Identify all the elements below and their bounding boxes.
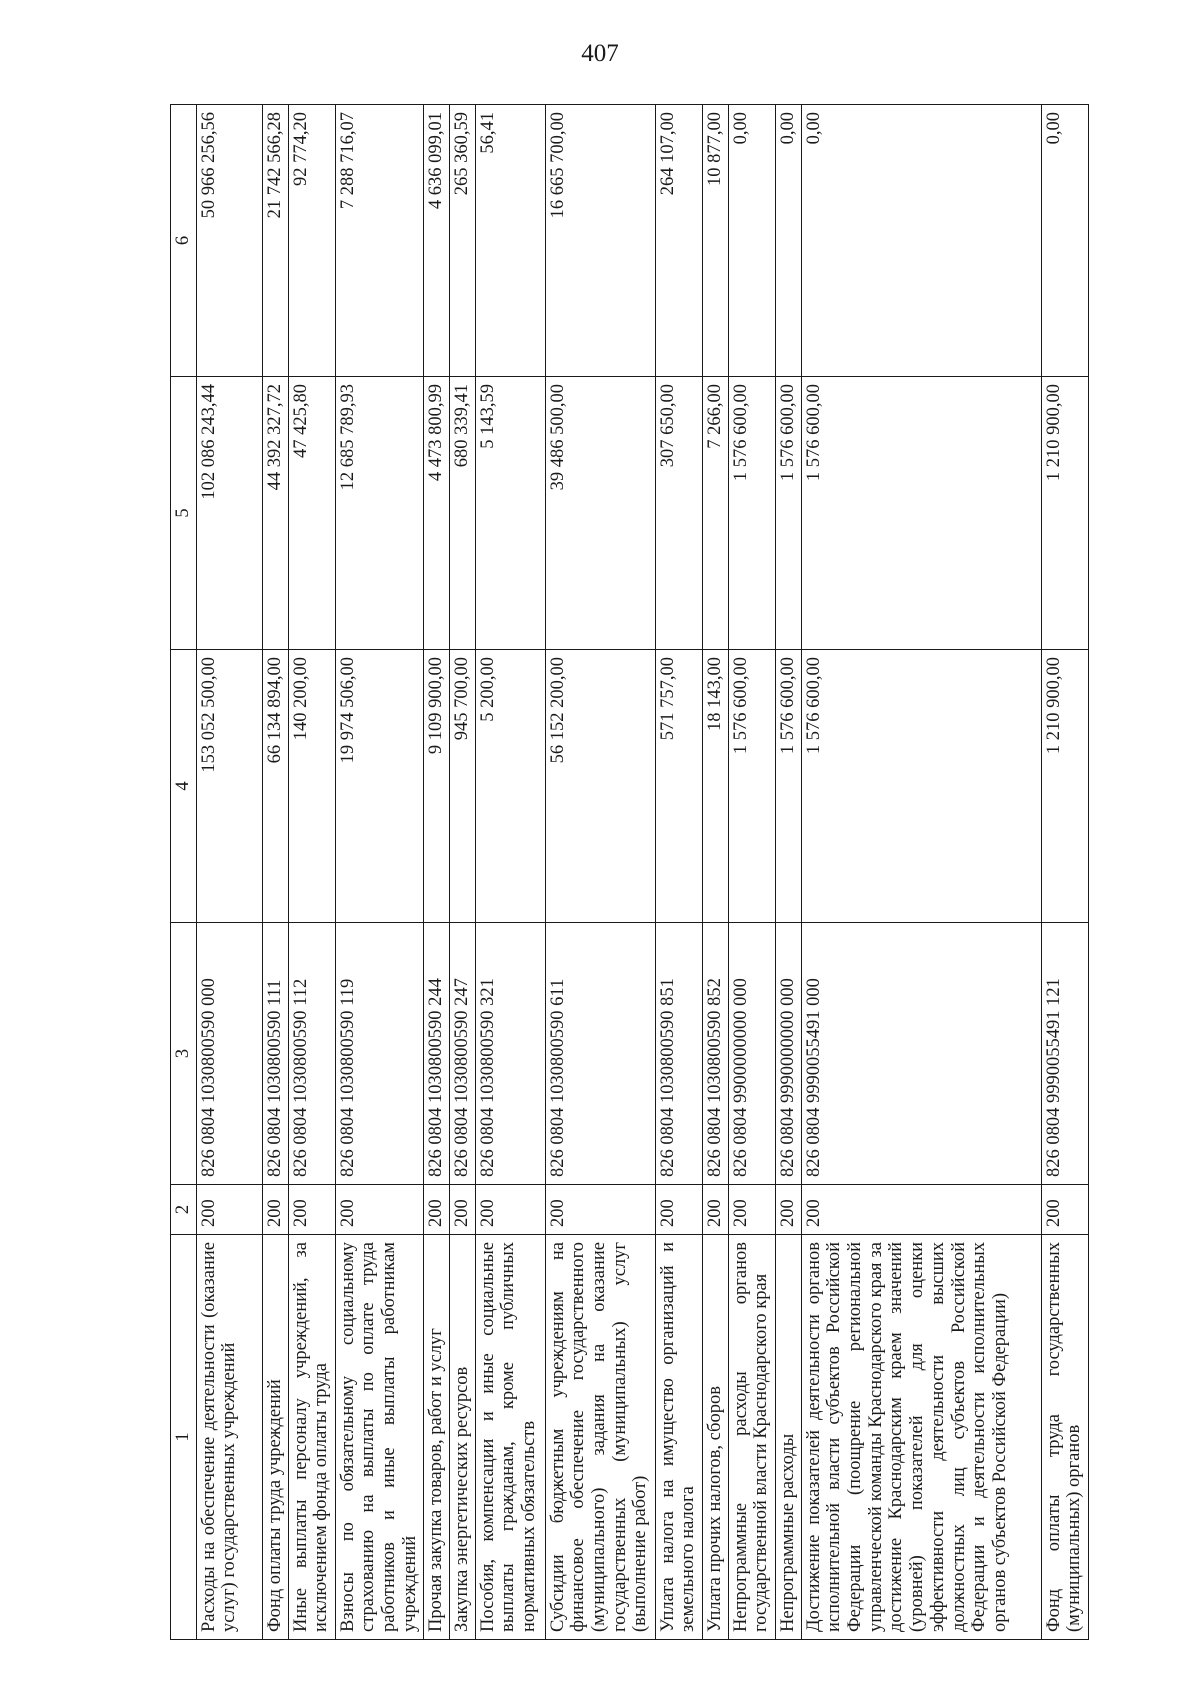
table-row [801,105,1041,1640]
column-header: 2 [171,1185,197,1235]
row-classification: 826 0804 1030800590 111 [262,923,288,1185]
row-classification: 826 0804 1030800590 851 [655,923,702,1185]
column-header: 1 [171,1235,197,1640]
row-code: 200 [728,1185,775,1235]
row-col5: 1 576 600,00 [801,377,1041,650]
row-classification: 826 0804 9990055491 121 [1041,923,1088,1185]
table-row [423,105,449,1640]
table-row [728,105,775,1640]
row-col6: 4 636 099,01 [423,105,449,377]
row-code: 200 [335,1185,423,1235]
page-number: 407 [581,40,619,67]
row-col6: 0,00 [1041,105,1088,377]
column-header: 5 [171,377,197,650]
row-code: 200 [449,1185,475,1235]
row-name: Уплата налога на имущество организаций и земельного налога [655,1235,702,1640]
row-col6: 7 288 716,07 [335,105,423,377]
table-row [545,105,655,1640]
row-col5: 7 266,00 [702,377,728,650]
row-col6: 0,00 [801,105,1041,377]
row-col4: 1 576 600,00 [801,650,1041,923]
row-name: Прочая закупка товаров, работ и услуг [423,1235,449,1640]
row-name: Непрограммные расходы [775,1235,801,1640]
row-col5: 1 210 900,00 [1041,377,1088,650]
row-code: 200 [475,1185,545,1235]
row-col6: 56,41 [475,105,545,377]
table-row [196,105,262,1640]
row-classification: 826 0804 1030800590 112 [288,923,335,1185]
table-header-row [171,105,197,1640]
row-code: 200 [702,1185,728,1235]
row-col6: 265 360,59 [449,105,475,377]
row-code: 200 [545,1185,655,1235]
row-classification: 826 0804 1030800590 611 [545,923,655,1185]
row-col6: 0,00 [728,105,775,377]
row-col4: 66 134 894,00 [262,650,288,923]
row-col5: 1 576 600,00 [775,377,801,650]
row-col4: 1 210 900,00 [1041,650,1088,923]
row-code: 200 [196,1185,262,1235]
row-name: Фонд оплаты труда учреждений [262,1235,288,1640]
row-classification: 826 0804 9990000000 000 [775,923,801,1185]
row-col4: 5 200,00 [475,650,545,923]
row-name: Фонд оплаты труда государственных (муниципальных) органов [1041,1235,1088,1640]
row-col6: 21 742 566,28 [262,105,288,377]
table-row [335,105,423,1640]
row-col5: 44 392 327,72 [262,377,288,650]
row-col4: 571 757,00 [655,650,702,923]
row-col6: 10 877,00 [702,105,728,377]
row-col5: 680 339,41 [449,377,475,650]
row-code: 200 [288,1185,335,1235]
row-code: 200 [775,1185,801,1235]
row-classification: 826 0804 1030800590 244 [423,923,449,1185]
row-col5: 102 086 243,44 [196,377,262,650]
row-classification: 826 0804 1030800590 852 [702,923,728,1185]
row-classification: 826 0804 9900000000 000 [728,923,775,1185]
row-col4: 56 152 200,00 [545,650,655,923]
table-row [288,105,335,1640]
row-col5: 39 486 500,00 [545,377,655,650]
row-classification: 826 0804 1030800590 119 [335,923,423,1185]
row-col5: 12 685 789,93 [335,377,423,650]
row-classification: 826 0804 1030800590 247 [449,923,475,1185]
table-row [655,105,702,1640]
row-col5: 1 576 600,00 [728,377,775,650]
column-header: 4 [171,650,197,923]
row-name: Взносы по обязательному социальному страхованию на выплаты по оплате труда работников и иные выплаты работникам учреждений [335,1235,423,1640]
row-classification: 826 0804 1030800590 000 [196,923,262,1185]
rotated-table-wrapper [170,105,1085,1640]
row-name: Закупка энергетических ресурсов [449,1235,475,1640]
row-col5: 47 425,80 [288,377,335,650]
table-row [775,105,801,1640]
row-col6: 92 774,20 [288,105,335,377]
row-col6: 50 966 256,56 [196,105,262,377]
row-code: 200 [801,1185,1041,1235]
row-name: Субсидии бюджетным учреждениям на финансовое обеспечение государственного (муниципального) задания на оказание государственных (муниципальных) услуг (выполнение работ) [545,1235,655,1640]
row-col4: 9 109 900,00 [423,650,449,923]
row-name: Пособия, компенсации и иные социальные выплаты гражданам, кроме публичных нормативных обязательств [475,1235,545,1640]
row-col5: 5 143,59 [475,377,545,650]
row-col4: 945 700,00 [449,650,475,923]
row-name: Непрограммные расходы органов государственной власти Краснодарского края [728,1235,775,1640]
column-header: 6 [171,105,197,377]
table-row [262,105,288,1640]
row-classification: 826 0804 9990055491 000 [801,923,1041,1185]
row-col4: 140 200,00 [288,650,335,923]
row-col4: 153 052 500,00 [196,650,262,923]
row-name: Иные выплаты персоналу учреждений, за исключением фонда оплаты труда [288,1235,335,1640]
row-col4: 1 576 600,00 [728,650,775,923]
row-col4: 1 576 600,00 [775,650,801,923]
table-row [1041,105,1088,1640]
row-col6: 16 665 700,00 [545,105,655,377]
row-code: 200 [423,1185,449,1235]
table-row [449,105,475,1640]
budget-table [170,104,1089,1640]
row-name: Расходы на обеспечение деятельности (оказание услуг) государственных учреждений [196,1235,262,1640]
row-col4: 18 143,00 [702,650,728,923]
row-code: 200 [262,1185,288,1235]
row-col6: 0,00 [775,105,801,377]
column-header: 3 [171,923,197,1185]
row-col4: 19 974 506,00 [335,650,423,923]
row-code: 200 [1041,1185,1088,1235]
row-col5: 307 650,00 [655,377,702,650]
table-row [475,105,545,1640]
row-col6: 264 107,00 [655,105,702,377]
row-name: Уплата прочих налогов, сборов [702,1235,728,1640]
row-code: 200 [655,1185,702,1235]
row-name: Достижение показателей деятельности органов исполнительной власти субъектов Российской Федерации (поощрение региональной управленческой команды Краснодарского края за достижение Краснодарским краем значений (уровней) показателей для оценки эффективности деятельности высших должностных лиц субъектов Российской Федерации и деятельности исполнительных органов субъектов Российской Федерации) [801,1235,1041,1640]
row-col5: 4 473 800,99 [423,377,449,650]
table-row [702,105,728,1640]
row-classification: 826 0804 1030800590 321 [475,923,545,1185]
